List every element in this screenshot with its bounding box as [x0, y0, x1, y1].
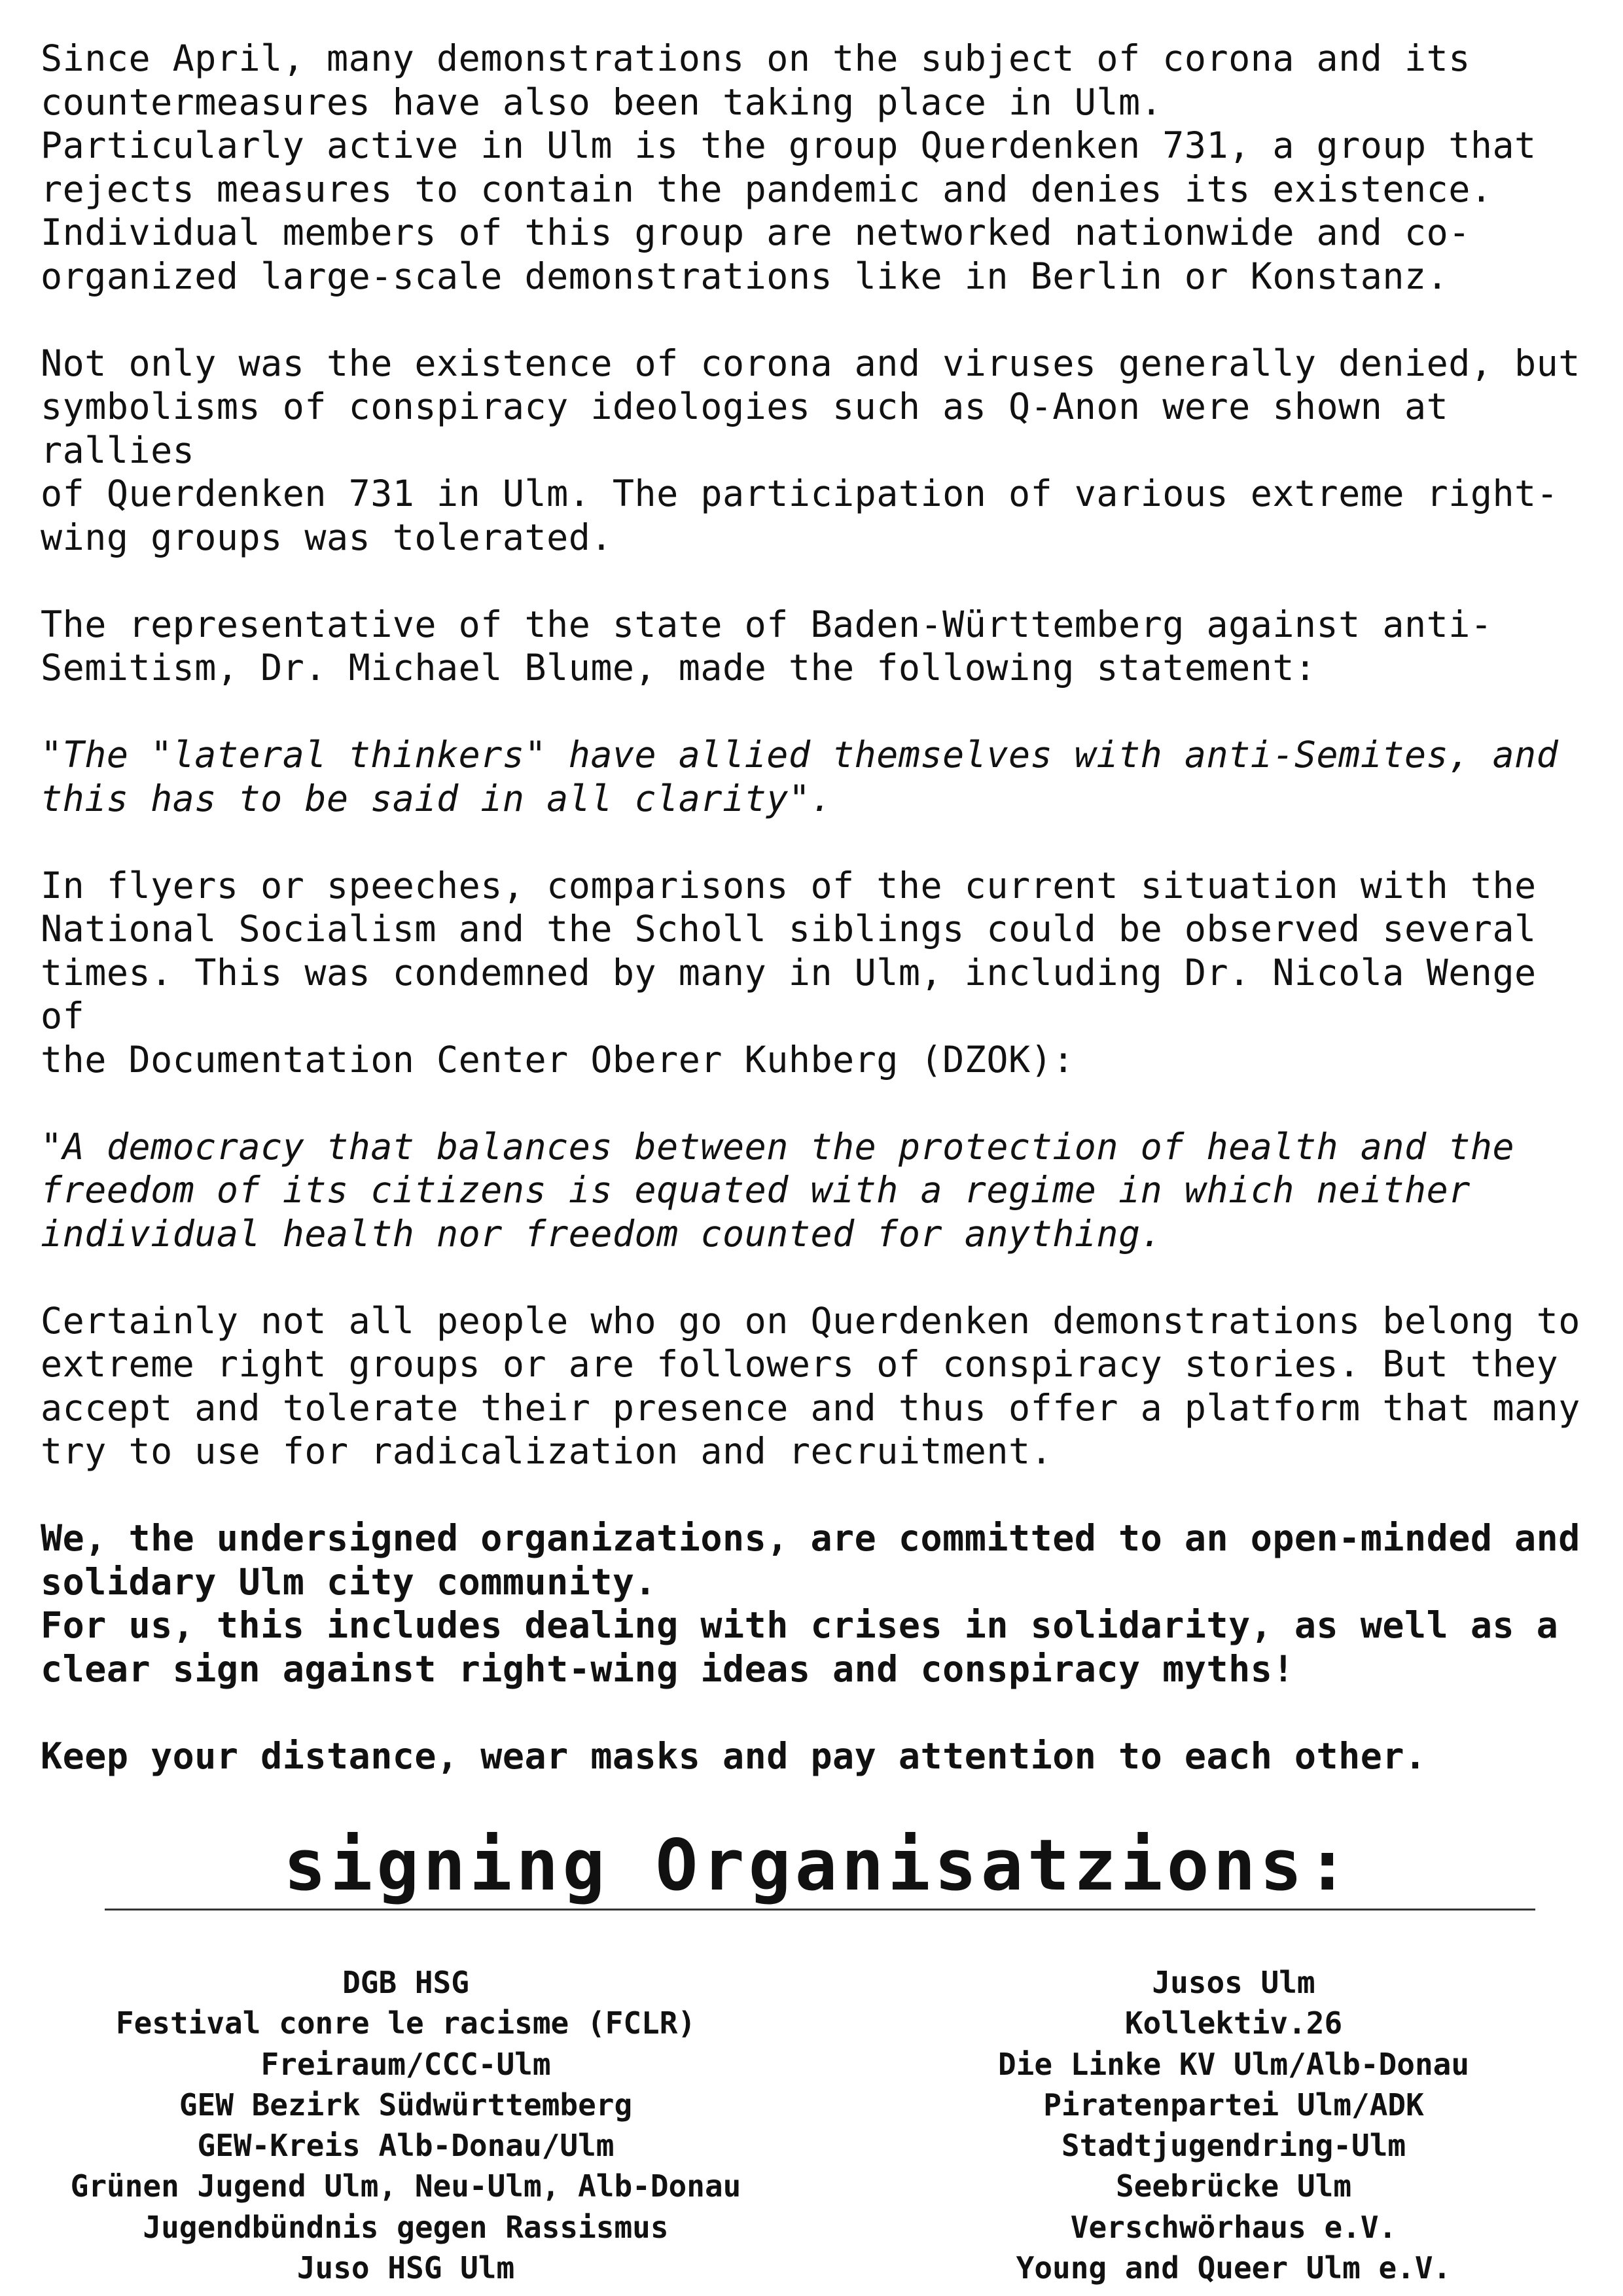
organization-item: Grünen Jugend Ulm, Neu-Ulm, Alb-Donau — [70, 2168, 741, 2204]
paragraph-intro: Since April, many demonstrations on the subject of corona and its countermeasures have also been taking place in Ulm. Particularly active in Ulm is the group Querdenken 731, a group that rejects measures to contain the pandemic and denies its existence. Individual members of this group are networked nationwide and co- organized large-scale demonstrations like in Berlin or Konstanz. — [41, 37, 1537, 297]
organization-item: Die Linke KV Ulm/Alb-Donau — [997, 2046, 1470, 2082]
organization-item: DGB HSG — [342, 1965, 469, 2000]
organization-item: Stadtjugendring-Ulm — [1061, 2128, 1406, 2164]
signatories-heading: signing Organisatzions: — [283, 1825, 1353, 1907]
paragraph-closing: Keep your distance, wear masks and pay attention to each other. — [41, 1734, 1427, 1777]
organization-item: Piratenpartei Ulm/ADK — [1043, 2087, 1424, 2123]
organization-item: GEW-Kreis Alb-Donau/Ulm — [197, 2128, 615, 2164]
heading-divider — [105, 1909, 1535, 1910]
organization-item: Seebrücke Ulm — [1115, 2168, 1352, 2204]
paragraph-commitment: We, the undersigned organizations, are committed to an open-minded and solidary Ulm city community. For us, this includes dealing with crises in solidarity, as well as a clear sign against right-wing ideas and conspiracy myths! — [41, 1517, 1580, 1690]
organization-item: Jusos Ulm — [1152, 1965, 1315, 2000]
paragraph-representative: The representative of the state of Baden-Württemberg against anti- Semitism, Dr. Michael Blume, made the following statement: — [41, 603, 1493, 689]
organizations-right-column — [870, 1962, 1597, 2288]
paragraph-participants: Certainly not all people who go on Querdenken demonstrations belong to extreme right groups or are followers of conspiracy stories. But they accept and tolerate their presence and thus offer a platform that many try to use for radicalization and recruitment. — [41, 1299, 1580, 1472]
quote-wenge: "A democracy that balances between the protection of health and the freedom of its citizens is equated with a regime in which neither individual health nor freedom counted for anything. — [41, 1125, 1515, 1255]
organization-item: Juso HSG Ulm — [296, 2250, 515, 2286]
quote-blume: "The "lateral thinkers" have allied themselves with anti-Semites, and this has to be said in all clarity". — [41, 734, 1559, 819]
organization-item: GEW Bezirk Südwürttemberg — [179, 2087, 633, 2123]
paragraph-denial: Not only was the existence of corona and viruses generally denied, but symbolisms of conspiracy ideologies such as Q-Anon were shown at rallies of Querdenken 731 in Ulm. The participation of various extreme right- wing groups was tolerated. — [41, 342, 1580, 558]
organization-item: Freiraum/CCC-Ulm — [260, 2046, 551, 2082]
document-body — [41, 37, 1585, 1778]
organization-item: Jugendbündnis gegen Rassismus — [143, 2209, 669, 2245]
organization-item: Festival conre le racisme (FCLR) — [115, 2005, 696, 2041]
organization-item: Young and Queer Ulm e.V. — [1016, 2250, 1452, 2286]
organization-item: Kollektiv.26 — [1124, 2005, 1343, 2041]
organizations-left-column — [39, 1962, 772, 2288]
organization-item: Verschwörhaus e.V. — [1070, 2209, 1397, 2245]
paragraph-comparisons: In flyers or speeches, comparisons of the current situation with the National Socialism and the Scholl siblings could be observed several times. This was condemned by many in Ulm, including Dr. Nicola Wenge of the Documentation Center Oberer Kuhberg (DZOK): — [41, 864, 1537, 1081]
